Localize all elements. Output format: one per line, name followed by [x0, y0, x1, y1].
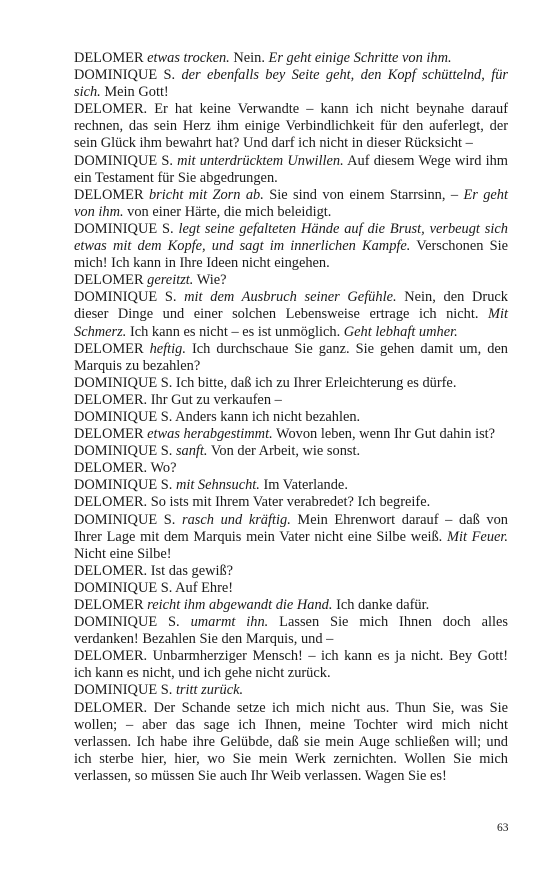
- dialogue-paragraph: [74, 682, 508, 699]
- speech-text: Ich durchschaue Sie ganz. Sie gehen damit um, den Marquis zu bezahlen?: [74, 340, 509, 374]
- dialogue-paragraph: [74, 563, 508, 580]
- stage-direction: legt seine gefalteten Hände auf die Brust, verbeugt sich etwas mit dem Kopfe, und sagt im innerlichen Kampfe.: [74, 220, 508, 255]
- stage-direction: Er geht von ihm.: [74, 186, 508, 220]
- speech-text: Auf diesem Wege wird ihm ein Testament für Sie abgedrungen.: [74, 152, 508, 186]
- stage-direction: sanft.: [175, 443, 208, 460]
- stage-direction: tritt zurück.: [175, 682, 244, 699]
- speech-text: DELOMER. Ist das gewiß?: [74, 562, 234, 579]
- speech-text: Nicht eine Silbe!: [74, 545, 172, 562]
- dialogue-paragraph: [74, 614, 508, 648]
- stage-direction: Mit Feuer.: [446, 528, 508, 545]
- speech-text: DELOMER: [74, 426, 148, 443]
- speech-text: Mein Ehrenwort darauf – daß von Ihrer Lage mit dem Marquis mein Vater nicht eine Silbe weiß.: [74, 511, 508, 545]
- speech-text: Ich kann es nicht – es ist unmöglich.: [126, 323, 344, 340]
- stage-direction: umarmt ihn.: [190, 614, 269, 631]
- speech-text: Ich danke dafür.: [332, 597, 430, 613]
- speech-text: Im Vaterlande.: [259, 477, 348, 494]
- stage-direction: heftig.: [149, 340, 186, 357]
- speech-text: DOMINIQUE S.: [74, 614, 191, 631]
- dialogue-paragraph: [74, 375, 508, 392]
- speech-text: DELOMER. So ists mit Ihrem Vater verabredet? Ich begreife.: [74, 494, 431, 511]
- dialogue-paragraph: [74, 221, 508, 272]
- speech-text: DELOMER. Er hat keine Verwandte – kann ich nicht beynahe darauf rechnen, das sein Herz ihm einige Verbindlichkeit für den auferlegt, der sein Glück ihm bewahrt hat? Und darf ich nicht in dieser Rücksicht –: [74, 101, 508, 152]
- speech-text: DOMINIQUE S. Anders kann ich nicht bezahlen.: [74, 408, 361, 425]
- speech-text: Nein.: [229, 50, 269, 66]
- dialogue-paragraph: [74, 409, 508, 426]
- dialogue-paragraph: [74, 477, 508, 494]
- dialogue-paragraph: [74, 67, 508, 101]
- speech-text: DOMINIQUE S.: [74, 511, 182, 528]
- speech-text: DELOMER. Der Schande setze ich mich nicht aus. Thun Sie, was Sie wollen; – aber das sage ich Ihnen, meine Tochter wird mich nicht verlassen. Ich habe ihre Gelübde, daß sie mein Auge schließen will; und ich sterbe hier, hier, wo Sie mein Werk zernichten. Wollen Sie mich verlassen, so müssen Sie auch Ihr Weib verlassen. Wagen Sie es!: [74, 699, 508, 784]
- stage-direction: etwas herabgestimmt.: [147, 426, 273, 443]
- stage-direction: gereitzt.: [147, 272, 194, 289]
- dialogue-paragraph: [74, 512, 508, 563]
- speech-text: DOMINIQUE S.: [74, 682, 176, 699]
- page-number: 63: [497, 822, 509, 834]
- speech-text: Wovon leben, wenn Ihr Gut dahin ist?: [272, 426, 496, 443]
- speech-text: DELOMER. Unbarmherziger Mensch! – ich kann es ja nicht. Bey Gott! ich kann es nicht, und ich gehe nicht zurück.: [74, 648, 508, 682]
- speech-text: DOMINIQUE S. Ich bitte, daß ich zu Ihrer Erleichterung es dürfe.: [74, 374, 457, 391]
- speech-text: DOMINIQUE S.: [74, 443, 176, 460]
- speech-text: DOMINIQUE S.: [74, 152, 178, 169]
- speech-text: DELOMER: [74, 340, 150, 357]
- speech-text: Lassen Sie mich Ihnen doch alles verdanken! Bezahlen Sie den Marquis, und –: [74, 614, 509, 648]
- speech-text: DELOMER: [74, 272, 148, 289]
- dialogue-paragraph: [74, 597, 508, 614]
- speech-text: Sie sind von einem Starrsinn, –: [263, 186, 464, 203]
- dialogue-paragraph: [74, 341, 508, 375]
- speech-text: DELOMER. Ihr Gut zu verkaufen –: [74, 391, 282, 408]
- dialogue-paragraph: [74, 289, 508, 340]
- speech-text: DOMINIQUE S. Auf Ehre!: [74, 579, 234, 596]
- stage-direction: der ebenfalls bey Seite geht, den Kopf schüttelnd, für sich.: [74, 67, 508, 101]
- dialogue-paragraph: [74, 272, 508, 289]
- dialogue-paragraph: [74, 648, 508, 682]
- speech-text: DELOMER: [74, 186, 149, 203]
- speech-text: DELOMER: [74, 50, 148, 66]
- speech-text: DELOMER. Wo?: [74, 460, 177, 477]
- speech-text: DOMINIQUE S.: [74, 477, 176, 494]
- dialogue-paragraph: [74, 494, 508, 511]
- speech-text: Nein, den Druck dieser Dinge und einer solchen Lebensweise ertrage ich nicht.: [74, 289, 508, 323]
- speech-text: DOMINIQUE S.: [74, 289, 185, 306]
- speech-text: DOMINIQUE S.: [74, 220, 179, 237]
- stage-direction: etwas trocken.: [147, 50, 230, 66]
- stage-direction: Mit Schmerz.: [74, 306, 508, 340]
- stage-direction: mit dem Ausbruch seiner Gefühle.: [184, 289, 397, 306]
- dialogue-paragraph: [74, 101, 508, 152]
- speech-text: DOMINIQUE S.: [74, 67, 182, 84]
- stage-direction: bricht mit Zorn ab.: [148, 186, 264, 203]
- dialogue-paragraph: [74, 443, 508, 460]
- speech-text: Verschonen Sie mich! Ich kann in Ihre Ideen nicht eingehen.: [74, 238, 508, 272]
- dialogue-paragraph: [74, 392, 508, 409]
- dialogue-paragraph: [74, 426, 508, 443]
- stage-direction: rasch und kräftig.: [182, 511, 291, 528]
- speech-text: von einer Härte, die mich beleidigt.: [123, 203, 332, 220]
- stage-direction: mit Sehnsucht.: [175, 477, 260, 494]
- stage-direction: Er geht einige Schritte von ihm.: [268, 50, 452, 66]
- page-text: [74, 50, 508, 785]
- speech-text: Mein Gott!: [100, 84, 169, 101]
- dialogue-paragraph: [74, 187, 508, 221]
- stage-direction: mit unterdrücktem Unwillen.: [177, 152, 344, 169]
- stage-direction: Geht lebhaft umher.: [343, 323, 458, 340]
- speech-text: Wie?: [193, 272, 227, 289]
- dialogue-paragraph: [74, 700, 508, 785]
- stage-direction: reicht ihm abgewandt die Hand.: [147, 597, 333, 613]
- speech-text: DELOMER: [74, 597, 148, 613]
- dialogue-paragraph: [74, 580, 508, 597]
- dialogue-paragraph: [74, 50, 508, 67]
- speech-text: Von der Arbeit, wie sonst.: [207, 443, 361, 460]
- dialogue-paragraph: [74, 153, 508, 187]
- dialogue-paragraph: [74, 460, 508, 477]
